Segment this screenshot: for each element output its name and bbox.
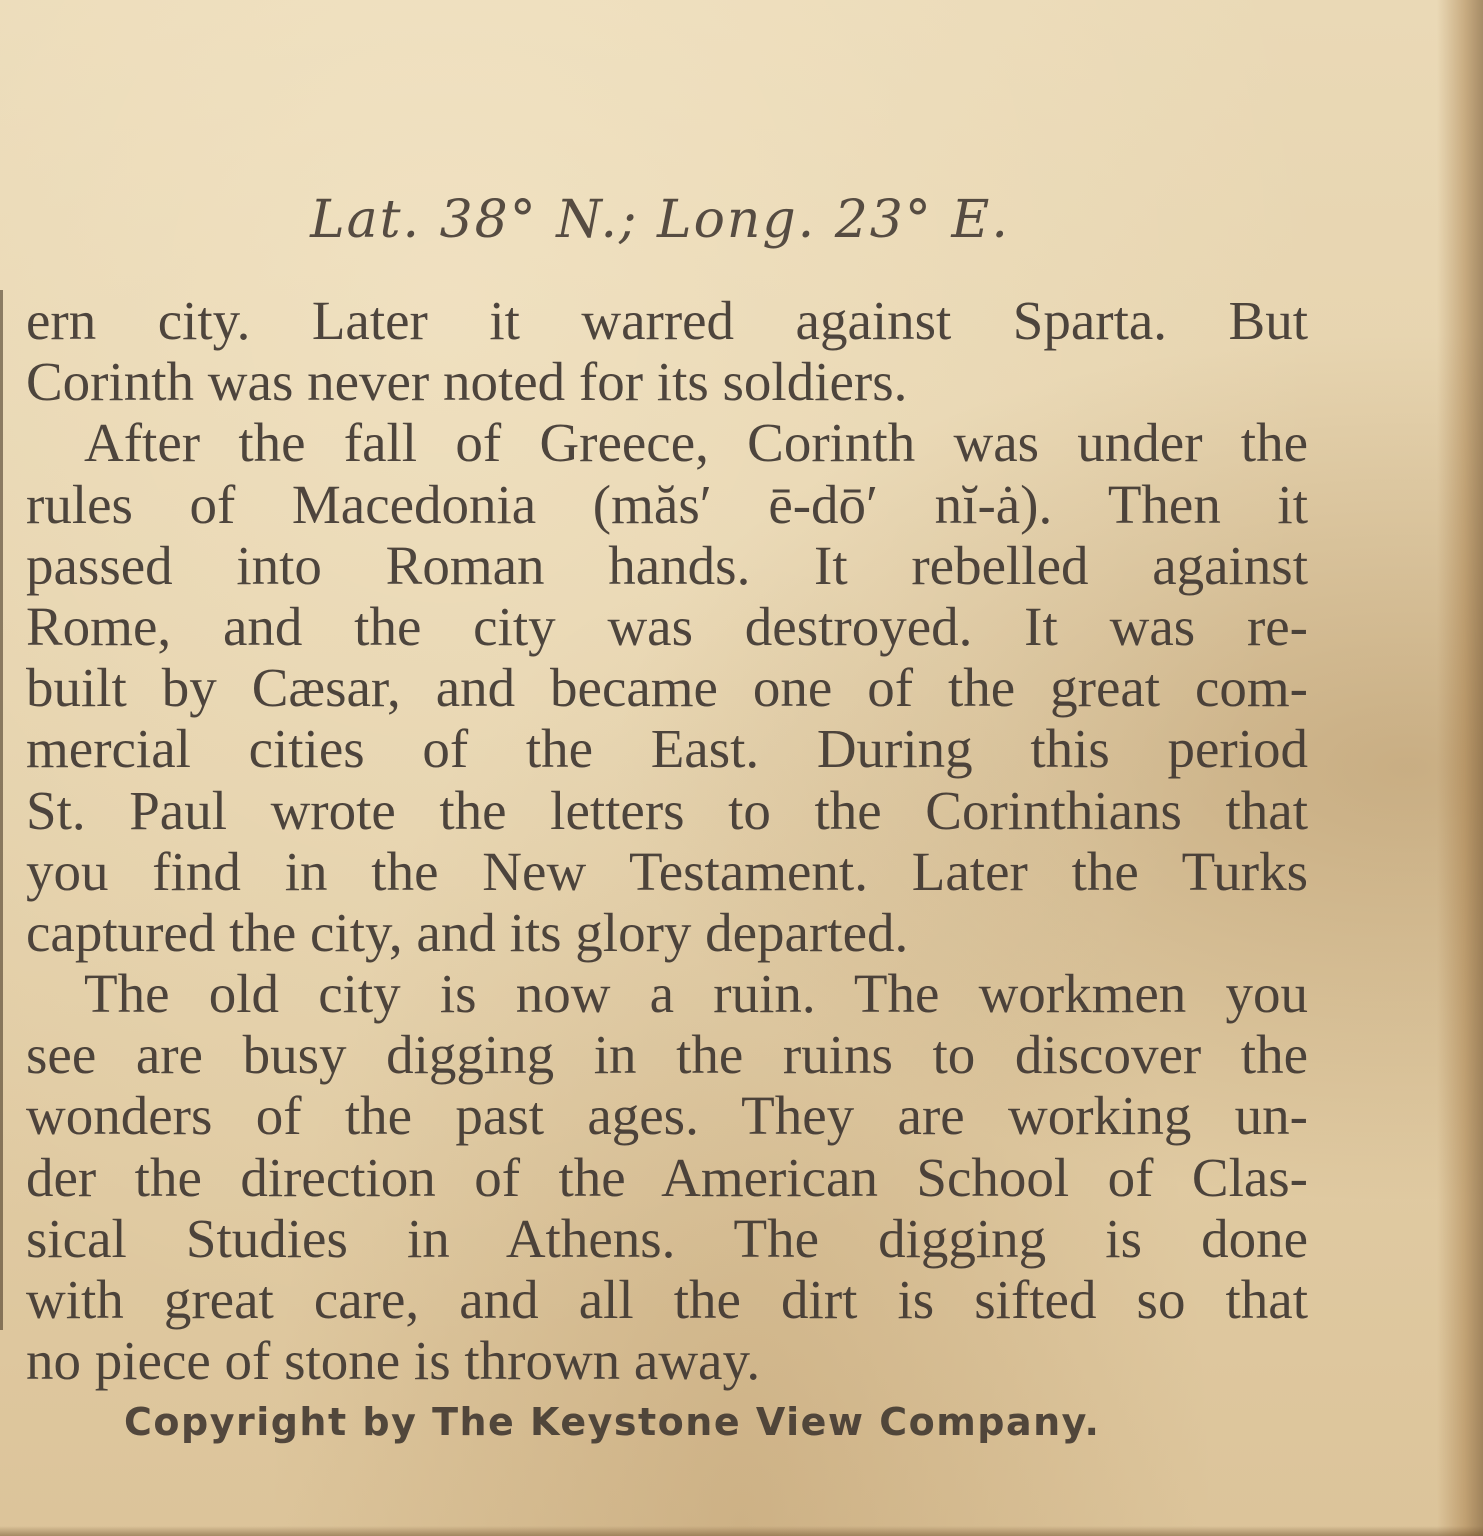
text-line: built by Cæsar, and became one of the great com- — [26, 657, 1308, 719]
text-line: Corinth was never noted for its soldiers. — [26, 351, 908, 413]
card-bottom-edge — [0, 1526, 1483, 1536]
text-line: captured the city, and its glory departed. — [26, 901, 909, 963]
text-line: see are busy digging in the ruins to discover the — [26, 1024, 1308, 1086]
text-line: ern city. Later it warred against Sparta. But — [26, 290, 1308, 351]
card-edge-shadow — [1437, 0, 1483, 1536]
card-left-edge — [0, 290, 3, 1330]
text-line: rules of Macedonia (măs′ ē-dō′ nĭ-ȧ). Then it — [26, 473, 1308, 535]
text-line: you find in the New Testament. Later the Turks — [26, 840, 1308, 902]
text-line: mercial cities of the East. During this period — [26, 718, 1308, 780]
description-text — [26, 290, 1308, 1391]
text-line: sical Studies in Athens. The digging is done — [26, 1207, 1308, 1269]
text-line: der the direction of the American School of Clas- — [26, 1146, 1308, 1208]
text-line: wonders of the past ages. They are working un- — [26, 1085, 1308, 1147]
text-line: The old city is now a ruin. The workmen you — [84, 963, 1308, 1025]
text-line: passed into Roman hands. It rebelled against — [26, 534, 1308, 596]
text-line: no piece of stone is thrown away. — [26, 1330, 761, 1392]
text-line: After the fall of Greece, Corinth was under the — [84, 412, 1308, 474]
text-line: St. Paul wrote the letters to the Corinthians that — [26, 779, 1308, 841]
coordinates-heading: Lat. 38° N.; Long. 23° E. — [310, 190, 1010, 250]
text-line: Rome, and the city was destroyed. It was re- — [26, 595, 1308, 657]
text-line: with great care, and all the dirt is sifted so that — [26, 1269, 1308, 1330]
copyright-notice: Copyright by The Keystone View Company. — [124, 1400, 1101, 1444]
